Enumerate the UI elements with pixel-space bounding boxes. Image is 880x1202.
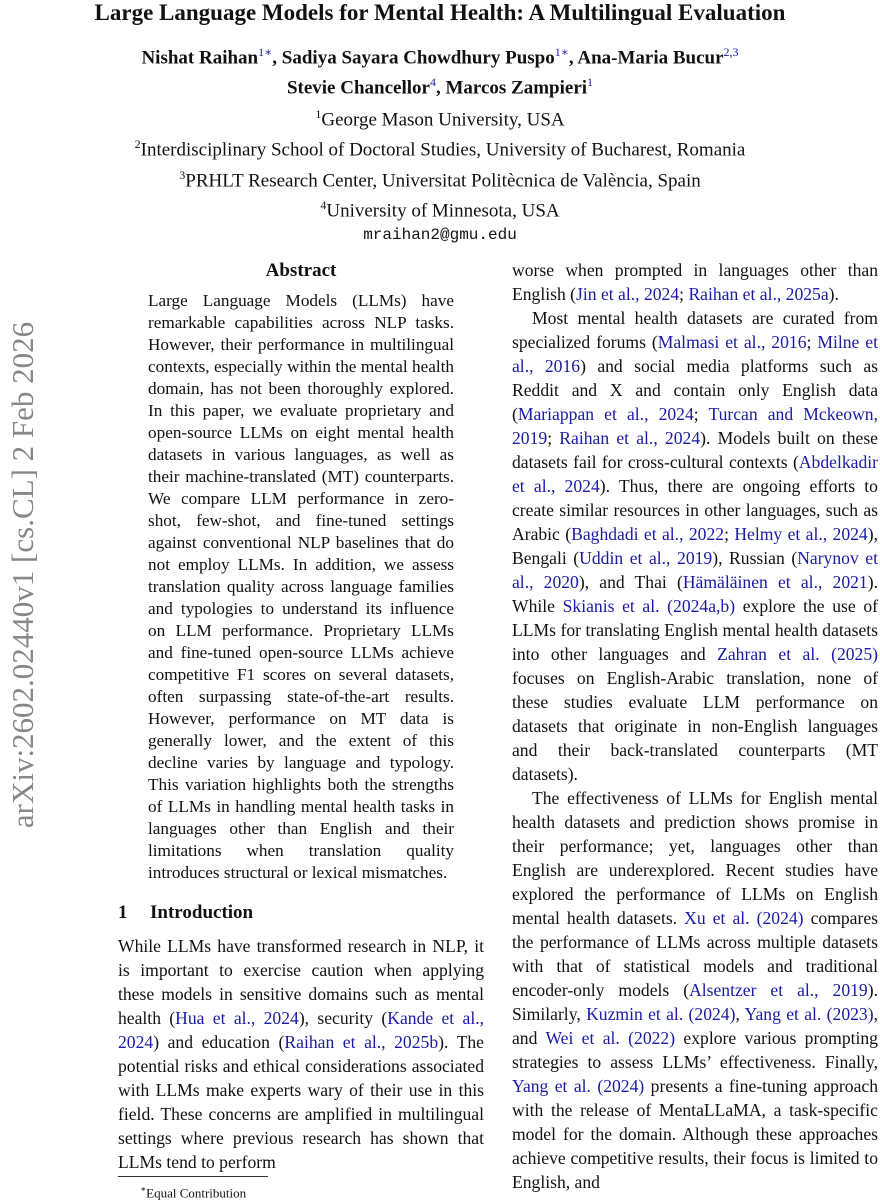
citation-link[interactable]: Yang et al. (2023) (744, 1004, 874, 1024)
author-affiliation-mark[interactable]: 1 (587, 75, 594, 90)
citation-link[interactable]: Yang et al. (2024) (512, 1076, 645, 1096)
affiliation (0, 132, 880, 162)
footnote (140, 1180, 246, 1202)
author-name: Sadiya Sayara Chowdhury Puspo (281, 47, 555, 69)
citation-link[interactable]: Raihan et al., 2024 (559, 428, 701, 448)
citation-link[interactable]: Xu et al. (2024) (684, 908, 804, 928)
citation-link[interactable]: Hua et al., 2024 (175, 1008, 299, 1028)
left-column (118, 258, 484, 1174)
citation-link[interactable]: Raihan et al., 2025a (688, 284, 829, 304)
author-affiliation-mark[interactable]: 1∗ (258, 45, 273, 59)
footnote-mark: ∗ (140, 1184, 147, 1194)
section-number: 1 (118, 902, 128, 923)
citation-link[interactable]: Kuzmin et al. (2024) (586, 1004, 736, 1024)
footnote-text: Equal Contribution (146, 1185, 247, 1201)
citation-link[interactable]: Kande et al., 2024 (118, 1008, 485, 1052)
citation-link[interactable]: Alsentzer et al., 2019 (689, 980, 868, 1000)
affiliation-text: PRHLT Research Center, Universitat Politècnica de València, Spain (185, 169, 701, 191)
author-affiliation-mark[interactable]: 1∗ (554, 45, 569, 59)
affiliations (0, 102, 880, 248)
authors-line-2: Stevie Chancellor$^4$, Marcos Zampieri$^1$ (286, 75, 594, 99)
paragraph-related-work: The effectiveness of LLMs for English mental health datasets and prediction shows promise in their performance; yet, languages other than English are underexplored. Recent studies have explored the performance of LLMs on English mental health datasets. Xu et al. (2024) compares the performance of LLMs across multiple datasets with that of statistical models and traditional encoder-only models (Alsentzer et al., 2019). Similarly, Kuzmin et al. (2024), Yang et al. (2023), and Wei et al. (2022) explore various prompting strategies to assess LLMs’ effectiveness. Finally, Yang et al. (2024) presents a fine-tuning approach with the release of MentaLLaMA, a task-specific model for the domain. Although these approaches achieve competitive results, their focus is limited to English, and (512, 788, 879, 1192)
affiliation-mark: 1 (315, 107, 322, 121)
citation-link[interactable]: Hämäläinen et al., 2021 (682, 572, 868, 592)
author-list (0, 40, 880, 101)
citation-link[interactable]: Helmy et al., 2024 (734, 524, 868, 544)
paragraph-datasets: Most mental health datasets are curated from specialized forums (Malmasi et al., 2016; Milne et al., 2016) and social media platforms such as Reddit and X and contain only English data (Mariappan et al., 2024; Turcan and Mckeown, 2019; Raihan et al., 2024). Models built on these datasets fail for cross-cultural contexts (Abdelkadir et al., 2024). Thus, there are ongoing efforts to create similar resources in other languages, such as Arabic (Baghdadi et al., 2022; Helmy et al., 2024), Bengali (Uddin et al., 2019), Russian (Narynov et al., 2020), and Thai (Hämäläinen et al., 2021). While Skianis et al. (2024a,b) explore the use of LLMs for translating English mental health datasets into other languages and Zahran et al. (2025) focuses on English-Arabic translation, none of these studies evaluate LLM performance on datasets that originate in non-English languages and their back-translated counterparts (MT datasets). (512, 308, 879, 784)
author-affiliation-mark[interactable]: 4 (429, 75, 436, 90)
footnote-divider (118, 1176, 268, 1177)
citation-link[interactable]: Wei et al. (2022) (545, 1028, 676, 1048)
authors-line-1: Nishat Raihan$^{1∗}$, Sadiya Sayara Chowdhury Puspo$^{1∗}$, Ana-Maria Bucur$^{2,3}$ (141, 45, 739, 69)
citation-link[interactable]: Uddin et al., 2019 (579, 548, 713, 568)
citation-link[interactable]: Abdelkadir et al., 2024 (512, 452, 878, 496)
author-name: Marcos Zampieri (445, 77, 588, 99)
citation-link[interactable]: Mariappan et al., 2024 (517, 404, 694, 424)
affiliation-mark: 2 (134, 137, 141, 152)
paper-title: Large Language Models for Mental Health: A Multilingual Evaluation (94, 0, 786, 25)
citation-link[interactable]: Skianis et al. (2024a,b) (562, 596, 736, 616)
citation-link[interactable]: Jin et al., 2024 (576, 284, 680, 304)
citation-link[interactable]: Baghdadi et al., 2022 (571, 524, 725, 544)
arxiv-identifier: arXiv:2602.02440v1 [cs.CL] 2 Feb 2026 (5, 321, 40, 829)
paragraph-continuation: worse when prompted in languages other than English (Jin et al., 2024; Raihan et al., 2025a). (512, 260, 878, 304)
citation-link[interactable]: Raihan et al., 2025b (284, 1032, 439, 1052)
abstract-text: Large Language Models (LLMs) have remarkable capabilities across NLP tasks. However, their performance in multilingual contexts, especially within the mental health domain, has not been thoroughly explored. In this paper, we evaluate proprietary and open-source LLMs on eight mental health datasets in various languages, as well as their machine-translated (MT) counterparts. We compare LLM performance in zero-shot, few-shot, and fine-tuned settings against conventional NLP baselines that do not employ LLMs. In addition, we assess translation quality across language families and typologies to understand its influence on LLM performance. Proprietary LLMs and fine-tuned open-source LLMs achieve competitive F1 scores on several datasets, often surpassing state-of-the-art results. However, performance on MT data is generally lower, and the extent of this decline varies by language and typology. This variation highlights both the strengths of LLMs in handling mental health tasks in languages other than English and their limitations when translation quality introduces structural or lexical mismatches. (148, 291, 454, 882)
citation-link[interactable]: Narynov et al., 2020 (512, 548, 879, 592)
affiliation-text: George Mason University, USA (321, 109, 565, 131)
affiliation (0, 193, 880, 223)
author-name: Nishat Raihan (141, 47, 259, 69)
author-affiliation-mark[interactable]: 2,3 (723, 45, 739, 59)
affiliation (0, 163, 880, 193)
author-name: Ana-Maria Bucur (577, 47, 724, 69)
right-column (512, 258, 878, 1194)
author-email[interactable]: mraihan2@gmu.edu (363, 226, 517, 245)
author-name: Stevie Chancellor (286, 77, 430, 99)
section-title: Introduction (150, 902, 254, 923)
affiliation-mark: 3 (179, 167, 186, 182)
affiliation-mark: 4 (320, 197, 327, 212)
citation-link[interactable]: Zahran et al. (2025) (717, 644, 878, 664)
citation-link[interactable]: Turcan and Mckeown, 2019 (512, 404, 878, 448)
affiliation-text: University of Minnesota, USA (326, 200, 560, 222)
citation-link[interactable]: Milne et al., 2016 (512, 332, 878, 376)
citation-link[interactable]: Malmasi et al., 2016 (657, 332, 807, 352)
intro-paragraph: While LLMs have transformed research in NLP, it is important to exercise caution when applying these models in sensitive domains such as mental health (Hua et al., 2024), security (Kande et al., 2024) and education (Raihan et al., 2025b). The potential risks and ethical considerations associated with LLMs make experts wary of their use in this field. These concerns are amplified in multilingual settings where previous research has shown that LLMs tend to perform (118, 936, 485, 1172)
abstract-heading: Abstract (265, 260, 337, 281)
affiliation-text: Interdisciplinary School of Doctoral Studies, University of Bucharest, Romania (140, 139, 746, 161)
section-heading (118, 900, 484, 926)
affiliation (0, 102, 880, 132)
